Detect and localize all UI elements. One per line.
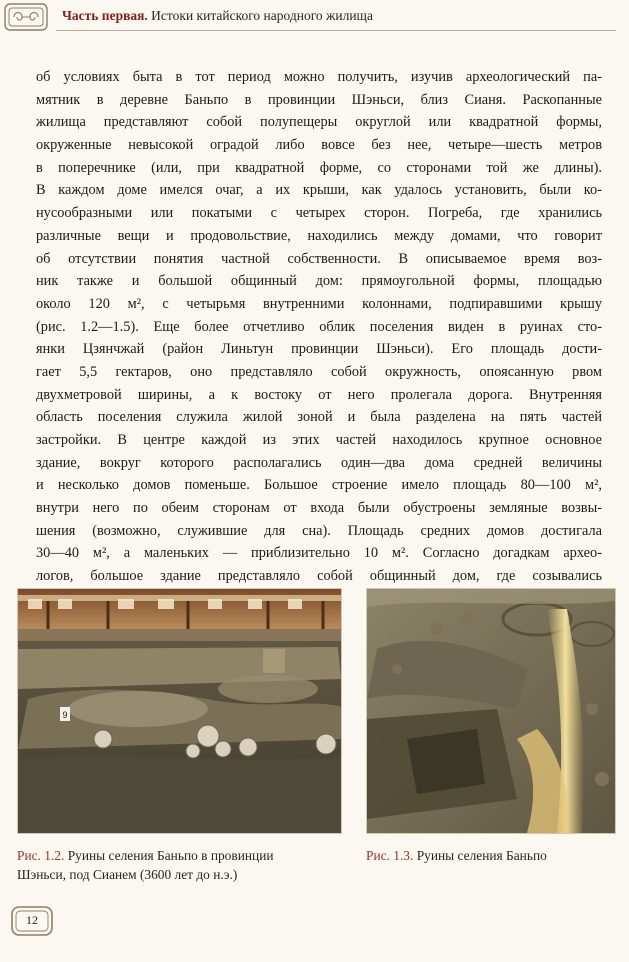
text-line: окруженные невысокой оградой либо вовсе без нее, четыре—шесть метров (36, 137, 602, 154)
figure-1-3-photo (366, 588, 616, 834)
text-line: логов, большое здание представляло собой общинный дом, где созывались (36, 568, 602, 585)
text-line: об отсутствии понятия частной собственности. В описываемое время воз- (36, 250, 602, 267)
text-line: внутри него по обеим сторонам от входа были обустроены земляные возвы- (36, 500, 602, 517)
decorative-scroll-icon (4, 3, 48, 31)
figure-1-2-caption-line2: Шэньси, под Сианем (3600 лет до н.э.) (17, 867, 238, 882)
text-line: гает 5,5 гектаров, оно представляло собой окружность, опоясанную рвом (36, 363, 602, 380)
site-marker-number: 9 (62, 710, 68, 720)
chapter-title: Истоки китайского народного жилища (151, 8, 373, 23)
text-line: мятник в деревне Баньпо в провинции Шэньси, близ Сианя. Раскопанные (36, 91, 602, 108)
text-line: застройки. В центре каждой из этих частей находилось крупное основное (36, 432, 602, 448)
figure-1-2-photo (17, 588, 342, 834)
figure-1-3-label: Рис. 1.3. (366, 848, 414, 863)
figure-1-2-label: Рис. 1.2. (17, 848, 65, 863)
text-line: янки Цзянчжай (район Линьтун провинции Шэньси). Его площадь дости- (36, 341, 602, 358)
text-line: нусообразными или покатыми с четырех сторон. Погреба, где хранились (36, 205, 602, 222)
part-label: Часть первая. (62, 8, 148, 23)
text-line: шения (возможно, служившие для сна). Площадь средних домов достигала (36, 522, 602, 539)
text-line: около 120 м², с четырьмя внутренними колоннами, подпиравшими крышу (36, 295, 602, 312)
text-line: область поселения служила жилой зоной и была разделена на пять частей (36, 409, 602, 426)
text-line: (рис. 1.2—1.5). Еще более отчетливо облик поселения виден в руинах сто- (36, 318, 602, 335)
text-line: об условиях быта в тот период можно получить, изучив археологический па- (36, 69, 602, 85)
text-line: здание, вокруг которого располагались один—два дома средней величины (36, 454, 602, 471)
text-line: и несколько домов поменьше. Большое строение имело площадь 80—100 м², (36, 477, 602, 494)
text-line: 30—40 м², а маленьких — приблизительно 10 м². Согласно догадкам археo- (36, 545, 602, 562)
header-divider (56, 30, 616, 31)
figure-1-3-caption (366, 846, 616, 865)
figure-1-3-caption-text: Руины селения Баньпо (416, 848, 547, 863)
running-head (62, 8, 373, 24)
page-header (0, 0, 629, 34)
figure-1-2-caption-line1: Руины селения Баньпо в провинции (67, 848, 274, 863)
text-line: ник также и большой общинный дом: прямоугольной формы, площадью (36, 273, 602, 290)
text-line: В каждом доме имелся очаг, а их крыши, как удалось установить, были ко- (36, 182, 602, 199)
text-line: двухметровой ширины, а к востоку от него пролегала дорога. Внутренняя (36, 386, 602, 403)
text-line: жилища представляют собой полупещеры округлой или квадратной формы, (36, 114, 602, 131)
text-line: в поперечнике (или, при квадратной форме, со сторонами той же длины). (36, 159, 602, 176)
text-line: различные вещи и продовольствие, находились между домами, что говорит (36, 227, 602, 244)
page-number: 12 (26, 913, 38, 927)
figure-1-2-caption (17, 846, 337, 884)
body-paragraph (36, 66, 602, 588)
